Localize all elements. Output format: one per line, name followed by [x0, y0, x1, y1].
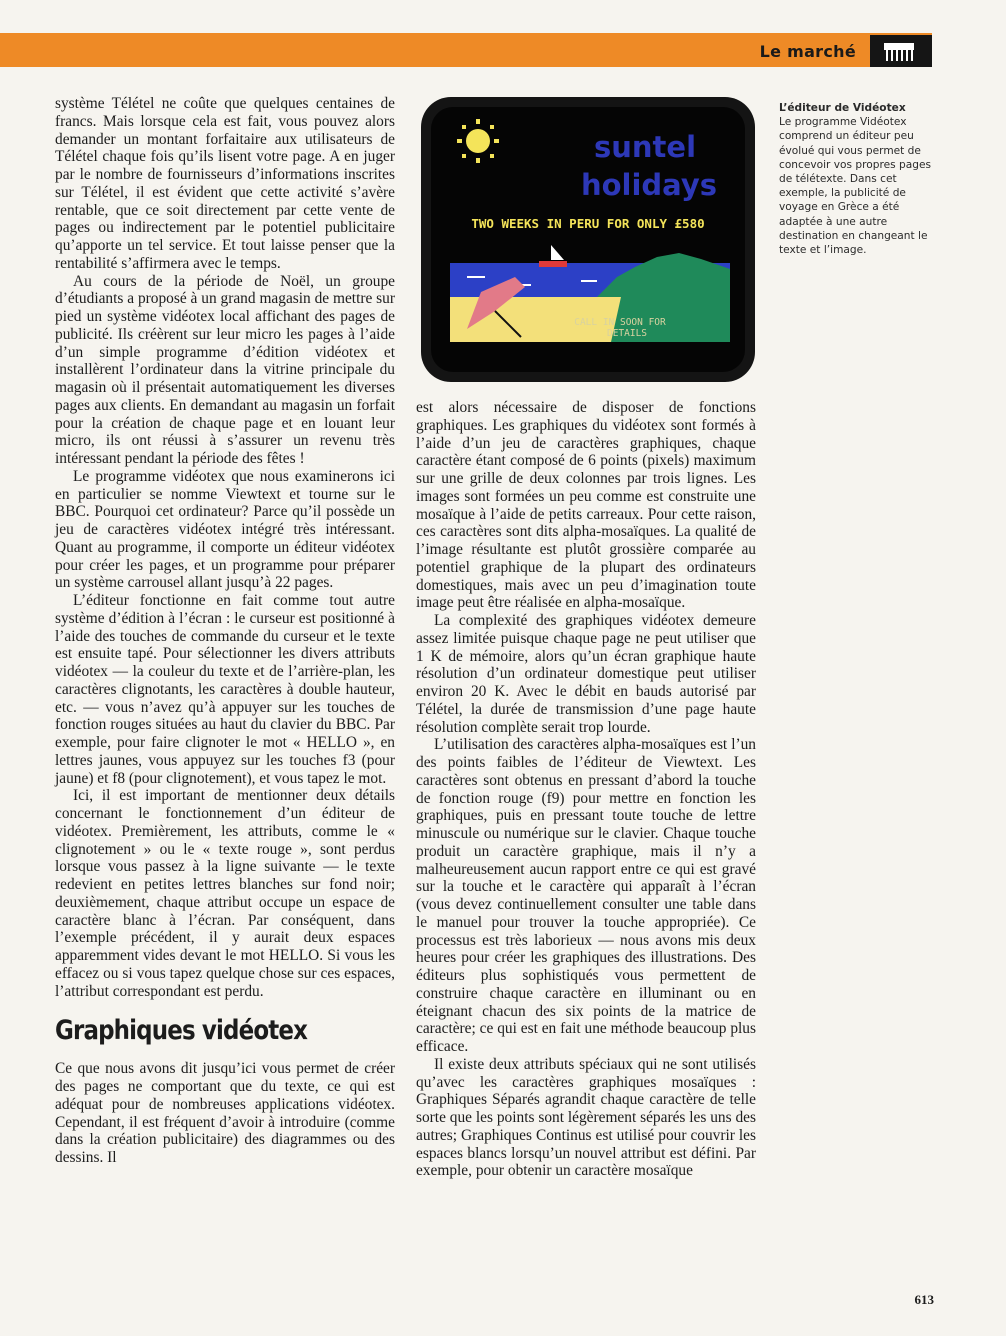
section-heading: Graphiques vidéotex	[55, 1015, 308, 1047]
article-column-middle	[416, 399, 756, 1180]
paragraph: L’éditeur fonctionne en fait comme tout autre système d’édition à l’écran : le curseur est positionné à l’aide des touches de commande du curseur et le texte est ensuite tapé. Pour sélectionner les divers attributs vidéotex — la couleur du texte et de l’arrière-plan, les caractères clignotants, les caractères à double hauteur, etc. — vous n’avez qu’à appuyer sur les touches de fonction rouges situées au haut du clavier du BBC. Par exemple, pour faire clignoter le mot « HELLO », en lettres jaunes, vous appuyez sur les touches f3 (pour jaune) et f8 (pour clignotement), et vous tapez le mot.	[55, 592, 395, 787]
screen-call-line1: CALL IN SOON FOR	[574, 317, 666, 328]
caption-text: Le programme Vidéotex comprend un éditeur peu évolué qui vous permet de concevoir vos propres pages de télétexte. Dans cet exemple, la publicité de voyage en Grèce a été adaptée à une autre destination en changeant le texte et l’image.	[779, 116, 931, 257]
paragraph: Il existe deux attributs spéciaux qui ne sont utilisés qu’avec les caractères graphiques mosaïques : Graphiques Séparés agrandit chaque caractère de telle sorte que les points sont légèrement séparés les uns des autres; Graphiques Continus est utilisé pour couvrir les espaces blancs lorsqu’un nouvel attribut est défini. Par exemple, pour obtenir un caractère mosaïque	[416, 1055, 756, 1180]
screen-banner: TWO WEEKS IN PERU FOR ONLY £580	[471, 216, 705, 231]
paragraph: La complexité des graphiques vidéotex demeure assez limitée puisque chaque page ne peut utiliser que 1 K de mémoire, alors qu’un écran graphique haute résolution d’un ordinateur domestique peut utiliser environ 20 K. Avec le débit en bauds autorisé par Télétel, la durée de transmission d’une page haute résolution complète serait trop lourde.	[416, 612, 756, 736]
article-column-left	[55, 95, 395, 1167]
paragraph: Ce que nous avons dit jusqu’ici vous permet de créer des pages ne comportant que du texte, ce qui est adéquat pour de nombreuses applications vidéotex. Cependant, il est fréquent d’avoir à introduire (comme dans la création publicitaire) des diagrammes ou des dessins. Il	[55, 1060, 395, 1166]
paragraph: est alors nécessaire de disposer de fonctions graphiques. Les graphiques du vidéotex sont formés à l’aide d’un jeu de caractères graphiques, chaque caractère étant composé de 6 points (pixels) maximum sur une grille de deux colonnes par trois lignes. Les images sont formées un peu comme est construite une mosaïque à l’aide de petits carreaux. Pour cette raison, ces caractères sont dits alpha-mosaïques. La qualité de l’image résultante est plutôt grossière comparée au potentiel graphique de la plupart des ordinateurs domestiques, mais avec un peu d’imagination toute image peut être réalisée en alpha-mosaïque.	[416, 399, 756, 612]
section-title: Le marché	[759, 42, 856, 61]
screen-call-line2: DETAILS	[606, 328, 648, 339]
caption-title: L’éditeur de Vidéotex	[779, 102, 906, 114]
teletext-screen-photo	[421, 97, 755, 382]
screen-title-line2: holidays	[580, 168, 718, 202]
page-number: 613	[914, 1292, 934, 1307]
paragraph: Au cours de la période de Noël, un groupe d’étudiants a proposé à un grand magasin de mettre sur pied un système vidéotex local affichant des pages de publicité. Ils créèrent sur leur micro les pages à l’aide d’un simple programme d’édition vidéotex et installèrent l’ordinateur dans la vitrine principale du magasin où il présentait automatiquement les diverses pages aux clients. En demandant au magasin un forfait pour la création de chaque page et en louant leur micro, ils ont réussi à s’assurer un revenu très intéressant pendant la période des fêtes !	[55, 272, 395, 467]
series-logo-icon	[870, 35, 932, 67]
figure-caption	[779, 101, 941, 257]
paragraph: L’utilisation des caractères alpha-mosaïques est l’un des points faibles de l’éditeur de Viewtext. Les caractères sont obtenus en pressant d’abord la touche de fonction rouge (f9) pour mettre en fonction les graphiques, puis en pressant toute touche de lettre minuscule ou numérique sur le clavier. Chaque touche produit un caractère graphique, mais il n’y a malheureusement aucun rapport entre ce qui est gravé sur la touche et le caractère qui apparaît à l’écran (vous devez continuellement consulter une table dans le manuel pour trouver la touche appropriée). Ce processus est très laborieux — nous avons mis deux heures pour créer les graphiques des illustrations. Des éditeurs plus sophistiqués vous permettent de construire chaque caractère en illuminant ou en éteignant chacun des six points de la matrice de caractère; ce qui est en fait une méthode beaucoup plus efficace.	[416, 736, 756, 1055]
paragraph: Le programme vidéotex que nous examinerons ici en particulier se nomme Viewtext et tourne sur le BBC. Pourquoi cet ordinateur? Parce qu’il possède un jeu de caractères vidéotex intégré très intéressant. Quant au programme, il comporte un éditeur vidéotex pour créer les pages, et un programme pour préparer un système carrousel allant jusqu’à 22 pages.	[55, 467, 395, 592]
paragraph: Ici, il est important de mentionner deux détails concernant le fonctionnement d’un éditeur de vidéotex. Premièrement, les attributs, comme le « clignotement » ou le « texte rouge », sont perdus lorsque vous passez à la ligne suivante — le texte redevient en petites lettres blanches sur fond noir; deuxièmement, chaque attribut occupe un espace de caractère blanc à l’écran. Par conséquent, dans l’exemple précédent, il y aurait deux espaces apparemment vides devant le mot HELLO. Si vous les effacez ou si vous tapez quelque chose sur ces espaces, l’attribut correspondant est perdu.	[55, 787, 395, 1000]
screen-title-line1: suntel	[593, 130, 697, 164]
paragraph: système Télétel ne coûte que quelques centaines de francs. Mais lorsque cela est fait, vous pouvez alors demander un montant forfaitaire aux utilisateurs de Télétel chaque fois qu’ils lisent votre page. A en juger par le nombre de fournisseurs d’informations inscrites sur Télétel, il est évident que cette activité s’avère rentable, que ce soit directement par cette vente de pages ou indirectement par le potentiel publicitaire qu’apporte un tel service. Et tout laisse penser que la rentabilité s’affirmera avec le temps.	[55, 95, 395, 272]
